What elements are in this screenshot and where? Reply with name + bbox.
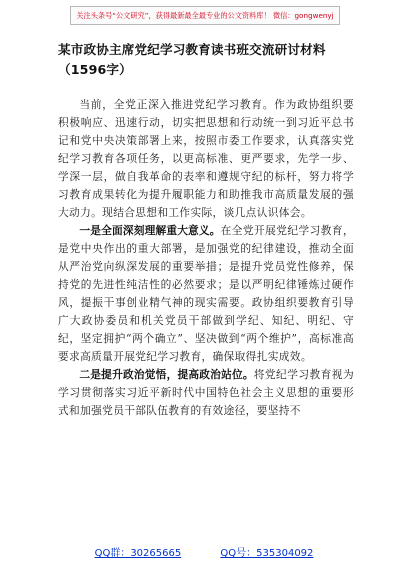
document-title: 某市政协主席党纪学习教育读书班交流研讨材料（1596字） <box>58 42 326 77</box>
footer-contacts <box>0 544 408 559</box>
section-2-paragraph <box>58 366 354 420</box>
section-1-heading: 一是全面深刻理解重大意义。 <box>79 224 221 237</box>
section-1-body: 在全党开展党纪学习教育，是党中央作出的重大部署，是加强党的纪律建设，推动全面从严治党向纵深发展的重要举措；是提升党员党性修养，保持党的先进性纯洁性的必然要求；是以严明纪律锤炼过硬作风，提振干事创业精气神的现实需要。政协组织要教育引导广大政协委员和机关党员干部做到学纪、知纪、明纪、守纪，坚定拥护“两个确立”、坚决做到“两个维护”，高标准高要求高质量开展党纪学习教育，确保取得扎实成效。 <box>58 224 354 363</box>
section-1-paragraph <box>58 222 354 366</box>
section-2-heading: 二是提升政治觉悟，提高政治站位。 <box>79 368 254 381</box>
qq-group-link[interactable]: QQ群：30265665 <box>94 548 182 559</box>
section-2-body: 将党纪学习教育视为学习贯彻落实习近平新时代中国特色社会主义思想的重要形式和加强党员干部队伍教育的有效途径，要坚持不 <box>58 368 354 417</box>
header-banner: 关注头条号“公文研究”，获得最新最全最专业的公文资料库！ 微信：gongwenyj <box>70 6 340 25</box>
qq-number-link[interactable]: QQ号：535304092 <box>220 548 314 559</box>
document-body <box>58 96 354 420</box>
intro-paragraph: 当前，全党正深入推进党纪学习教育。作为政协组织要积极响应、迅速行动，切实把思想和行动统一到习近平总书记和党中央决策部署上来，按照市委工作要求，认真落实党纪学习教育各项任务，以更高标准、更严要求，先学一步、学深一层，做自我革命的表率和遵规守纪的标杆，努力将学习教育成果转化为提升履职能力和助推我市高质量发展的强大动力。现结合思想和工作实际，谈几点认识体会。 <box>58 98 354 219</box>
